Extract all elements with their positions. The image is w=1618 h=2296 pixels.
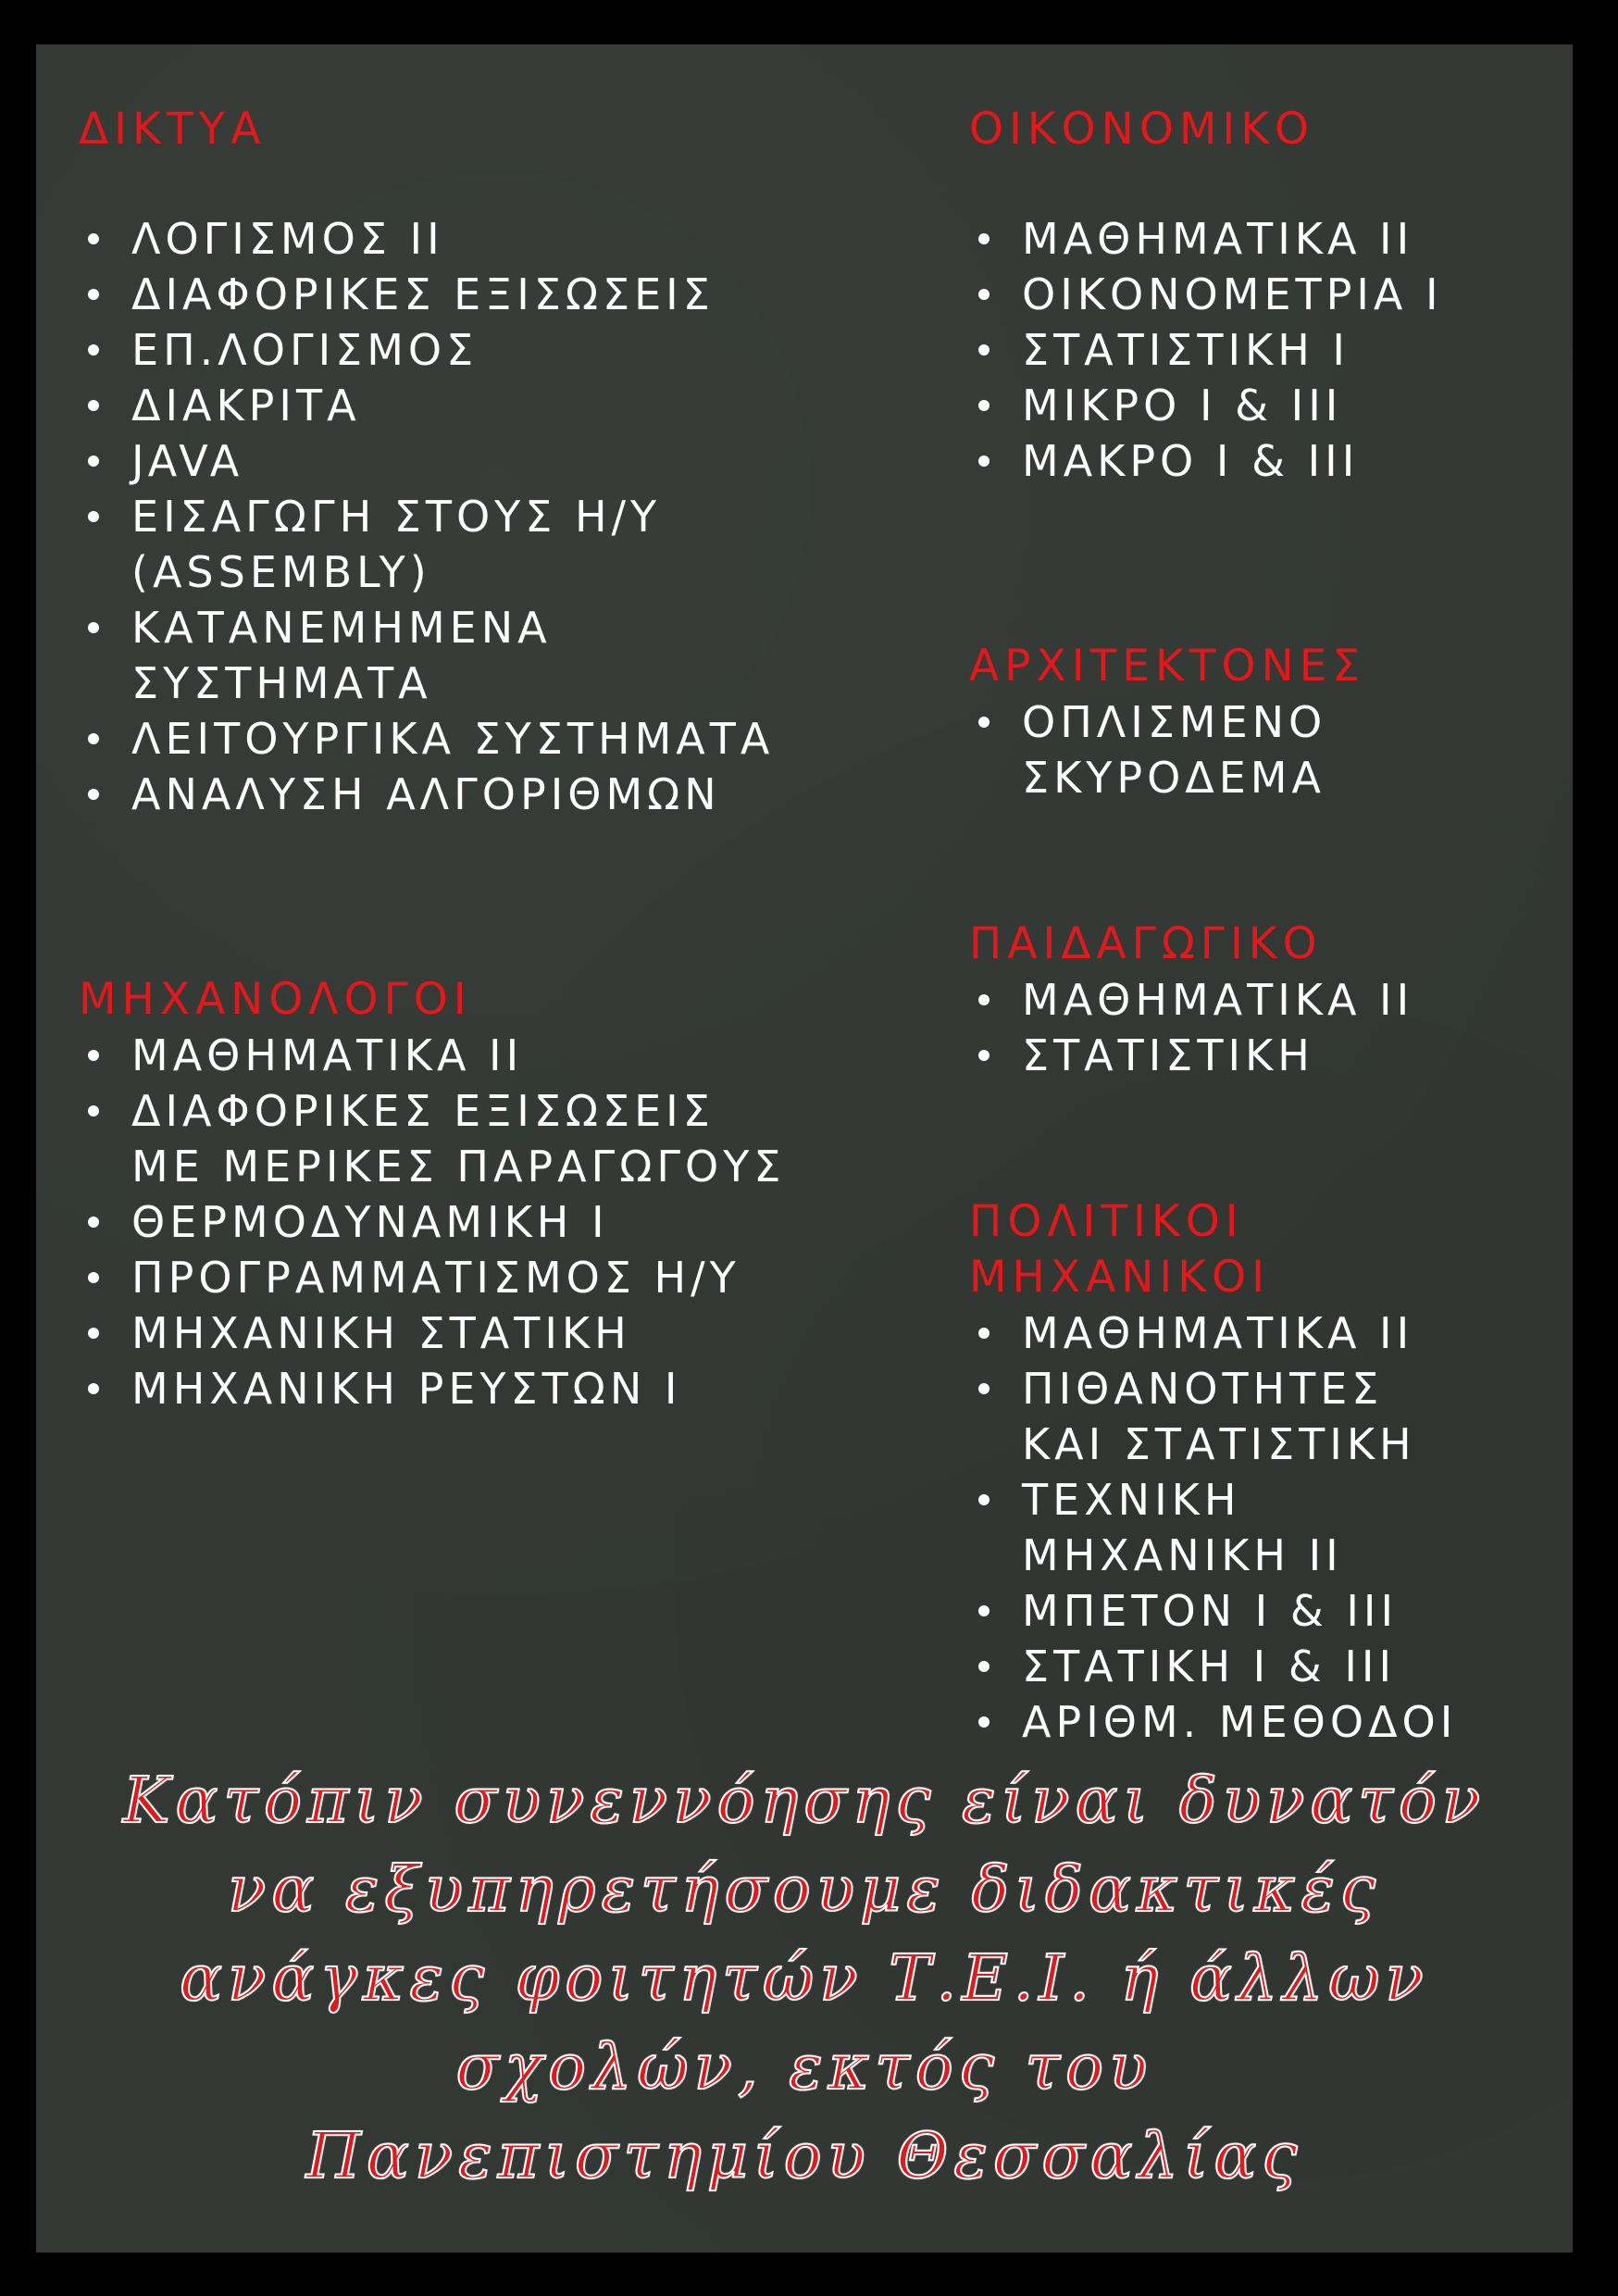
course-label: ΜΑΘΗΜΑΤΙΚΑ ΙΙ bbox=[1022, 975, 1414, 1025]
footer-notice bbox=[36, 1757, 1573, 2202]
course-item bbox=[969, 378, 1562, 433]
course-list-mechanical bbox=[79, 1028, 912, 1416]
section-mechanical bbox=[79, 972, 912, 1416]
course-item bbox=[79, 1361, 912, 1416]
bullet-icon bbox=[978, 717, 989, 728]
course-label: ΤΕΧΝΙΚΗ ΜΗΧΑΝΙΚΗ ΙΙ bbox=[1022, 1475, 1343, 1580]
course-item bbox=[79, 489, 912, 600]
course-item bbox=[969, 1472, 1562, 1583]
course-label: ΜΑΘΗΜΑΤΙΚΑ ΙΙ bbox=[131, 1030, 524, 1080]
course-list-economics bbox=[969, 211, 1562, 489]
bullet-icon bbox=[88, 1105, 99, 1117]
bullet-icon bbox=[88, 289, 99, 300]
bullet-icon bbox=[88, 455, 99, 467]
bullet-icon bbox=[978, 344, 989, 356]
course-item bbox=[969, 322, 1562, 378]
course-label: ΣΤΑΤΙΚΗ Ι & ΙΙΙ bbox=[1022, 1641, 1397, 1691]
course-item bbox=[969, 267, 1562, 322]
course-item bbox=[79, 600, 912, 711]
section-heading-architects: ΑΡΧΙΤΕΚΤΟΝΕΣ bbox=[969, 641, 1366, 692]
course-label: ΕΠ.ΛΟΓΙΣΜΟΣ bbox=[131, 325, 479, 375]
course-label: ΜΙΚΡΟ Ι & ΙΙΙ bbox=[1022, 381, 1343, 430]
course-item bbox=[969, 1583, 1562, 1639]
section-networks bbox=[79, 102, 912, 822]
bullet-icon bbox=[88, 1272, 99, 1283]
bullet-icon bbox=[978, 1494, 989, 1505]
course-label: ΘΕΡΜΟΔΥΝΑΜΙΚΗ Ι bbox=[131, 1197, 609, 1247]
bullet-icon bbox=[88, 733, 99, 744]
course-item bbox=[969, 972, 1562, 1028]
section-heading-mechanical: ΜΗΧΑΝΟΛΟΓΟΙ bbox=[79, 974, 472, 1025]
bullet-icon bbox=[88, 622, 99, 633]
course-label: ΜΑΘΗΜΑΤΙΚΑ ΙΙ bbox=[1022, 1308, 1414, 1358]
course-label: ΟΠΛΙΣΜΕΝΟ ΣΚΥΡΟΔΕΜΑ bbox=[1022, 697, 1327, 803]
course-label: ΜΗΧΑΝΙΚΗ ΡΕΥΣΤΩΝ Ι bbox=[131, 1364, 682, 1414]
course-item bbox=[969, 433, 1562, 489]
bullet-icon bbox=[978, 289, 989, 300]
course-item bbox=[79, 1250, 912, 1305]
course-label: ΚΑΤΑΝΕΜΗΜΕΝΑ ΣΥΣΤΗΜΑΤΑ bbox=[131, 603, 552, 708]
bullet-icon bbox=[88, 344, 99, 356]
course-label: ΜΗΧΑΝΙΚΗ ΣΤΑΤΙΚΗ bbox=[131, 1308, 631, 1358]
course-item bbox=[79, 1028, 912, 1083]
bullet-icon bbox=[978, 1050, 989, 1061]
course-item bbox=[79, 1305, 912, 1361]
bullet-icon bbox=[978, 1716, 989, 1728]
bullet-icon bbox=[978, 1328, 989, 1339]
bullet-icon bbox=[88, 1217, 99, 1228]
course-item bbox=[79, 1194, 912, 1250]
bullet-icon bbox=[978, 1605, 989, 1616]
section-architects bbox=[969, 639, 1562, 805]
course-label: ΕΙΣΑΓΩΓΗ ΣΤΟΥΣ Η/Υ (ASSEMBLY) bbox=[131, 492, 662, 597]
bullet-icon bbox=[88, 1328, 99, 1339]
course-label: ΛΟΓΙΣΜΟΣ ΙΙ bbox=[131, 214, 444, 264]
section-heading-networks: ΔΙΚΤΥΑ bbox=[79, 104, 267, 155]
course-label: ΠΙΘΑΝΟΤΗΤΕΣ ΚΑΙ ΣΤΑΤΙΣΤΙΚΗ bbox=[1022, 1364, 1416, 1469]
bullet-icon bbox=[88, 400, 99, 411]
bullet-icon bbox=[978, 233, 989, 244]
course-item bbox=[79, 1083, 912, 1194]
course-label: ΜΑΘΗΜΑΤΙΚΑ ΙΙ bbox=[1022, 214, 1414, 264]
footer-line: Κατόπιν συνεννόησης είναι δυνατόν bbox=[122, 1765, 1487, 1838]
course-label: ΜΠΕΤΟΝ Ι & ΙΙΙ bbox=[1022, 1586, 1399, 1636]
bullet-icon bbox=[978, 1383, 989, 1394]
course-item bbox=[969, 694, 1562, 805]
course-item bbox=[79, 433, 912, 489]
footer-line: Πανεπιστημίου Θεσσαλίας bbox=[305, 2120, 1303, 2193]
course-item bbox=[969, 1361, 1562, 1472]
course-item bbox=[969, 211, 1562, 267]
course-item bbox=[79, 322, 912, 378]
bullet-icon bbox=[978, 400, 989, 411]
course-item bbox=[969, 1305, 1562, 1361]
course-item bbox=[79, 767, 912, 822]
course-item bbox=[79, 267, 912, 322]
course-label: ΛΕΙΤΟΥΡΓΙΚΑ ΣΥΣΤΗΜΑΤΑ bbox=[131, 714, 775, 764]
bullet-icon bbox=[88, 511, 99, 522]
course-list-civil-engineers bbox=[969, 1305, 1562, 1750]
course-label: ΜΑΚΡΟ Ι & ΙΙΙ bbox=[1022, 436, 1360, 486]
course-label: ΠΡΟΓΡΑΜΜΑΤΙΣΜΟΣ Η/Υ bbox=[131, 1253, 741, 1303]
bullet-icon bbox=[88, 1050, 99, 1061]
section-heading-pedagogical: ΠΑΙΔΑΓΩΓΙΚΟ bbox=[969, 918, 1323, 969]
section-pedagogical bbox=[969, 917, 1562, 1083]
course-label: ΑΝΑΛΥΣΗ ΑΛΓΟΡΙΘΜΩΝ bbox=[131, 769, 721, 819]
course-item bbox=[969, 1639, 1562, 1694]
course-list-pedagogical bbox=[969, 972, 1562, 1083]
course-label: ΣΤΑΤΙΣΤΙΚΗ bbox=[1022, 1030, 1314, 1080]
course-list-networks bbox=[79, 211, 912, 822]
bullet-icon bbox=[88, 789, 99, 800]
bullet-icon bbox=[88, 1383, 99, 1394]
footer-line: σχολών, εκτός του bbox=[455, 2031, 1153, 2104]
course-label: JAVA bbox=[131, 436, 244, 486]
bullet-icon bbox=[88, 233, 99, 244]
course-item bbox=[969, 1694, 1562, 1750]
section-civil-engineers bbox=[969, 1194, 1562, 1750]
section-heading-civil-engineers: ΠΟΛΙΤΙΚΟΙ ΜΗΧΑΝΙΚΟΙ bbox=[969, 1196, 1270, 1303]
course-item bbox=[969, 1028, 1562, 1083]
course-list-architects bbox=[969, 694, 1562, 805]
course-item bbox=[79, 211, 912, 267]
footer-line: να εξυπηρετήσουμε διδακτικές bbox=[228, 1853, 1381, 1927]
bullet-icon bbox=[978, 994, 989, 1005]
course-label: ΑΡΙΘΜ. ΜΕΘΟΔΟΙ bbox=[1022, 1697, 1458, 1747]
course-label: ΟΙΚΟΝΟΜΕΤΡΙΑ Ι bbox=[1022, 269, 1443, 319]
course-item bbox=[79, 711, 912, 767]
bullet-icon bbox=[978, 1661, 989, 1672]
footer-line: ανάγκες φοιτητών Τ.Ε.Ι. ή άλλων bbox=[180, 1942, 1429, 2015]
section-economics bbox=[969, 102, 1562, 489]
bullet-icon bbox=[978, 455, 989, 467]
course-label: ΣΤΑΤΙΣΤΙΚΗ Ι bbox=[1022, 325, 1350, 375]
course-item bbox=[79, 378, 912, 433]
section-heading-economics: ΟΙΚΟΝΟΜΙΚΟ bbox=[969, 104, 1315, 155]
chalkboard-poster bbox=[36, 44, 1573, 2252]
course-label: ΔΙΑΦΟΡΙΚΕΣ ΕΞΙΣΩΣΕΙΣ bbox=[131, 269, 715, 319]
course-label: ΔΙΑΚΡΙΤΑ bbox=[131, 381, 361, 430]
course-label: ΔΙΑΦΟΡΙΚΕΣ ΕΞΙΣΩΣΕΙΣ ΜΕ ΜΕΡΙΚΕΣ ΠΑΡΑΓΩΓΟΥΣ bbox=[131, 1086, 786, 1192]
